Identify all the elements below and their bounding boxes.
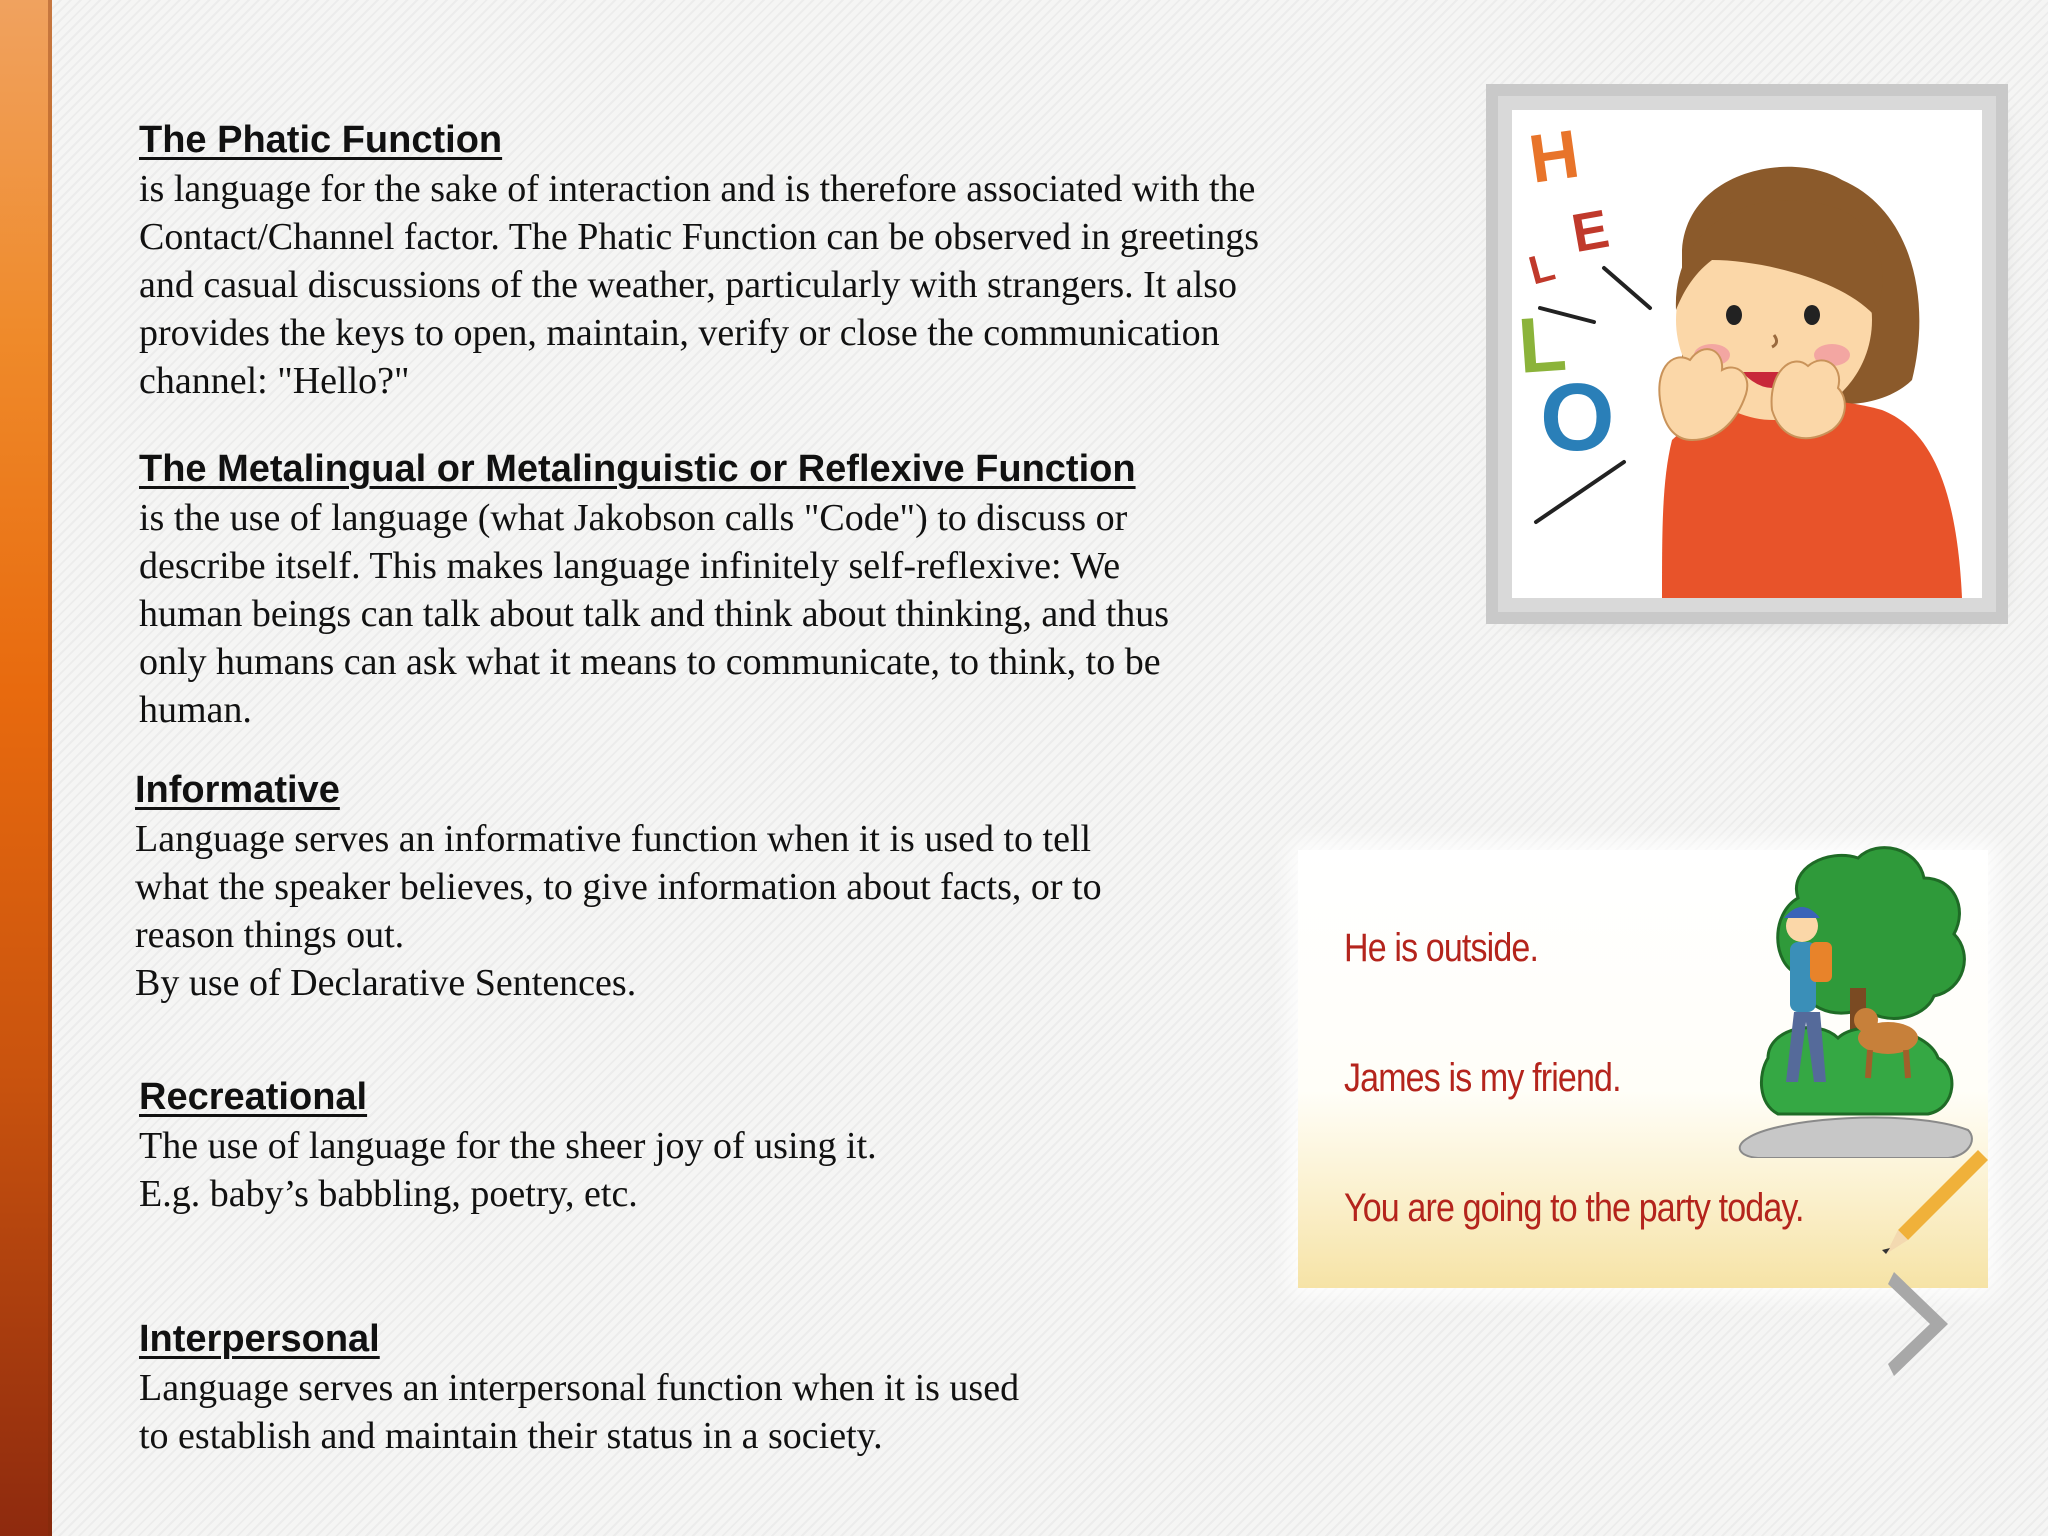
pencil-icon bbox=[1878, 1150, 1988, 1260]
section-heading: Informative bbox=[135, 769, 340, 811]
hello-girl-drawing bbox=[1512, 110, 1982, 598]
hello-letter-l2: L bbox=[1515, 298, 1569, 390]
section-informative bbox=[135, 765, 1335, 1007]
body-line: human. bbox=[139, 689, 252, 731]
section-body bbox=[135, 815, 1335, 1007]
accent-side-bar bbox=[0, 0, 52, 1536]
section-phatic bbox=[139, 115, 1439, 405]
section-heading: Interpersonal bbox=[139, 1318, 380, 1360]
body-line: what the speaker believes, to give information about facts, or to bbox=[135, 866, 1102, 908]
section-body bbox=[139, 1122, 1239, 1218]
body-line: to establish and maintain their status in a society. bbox=[139, 1415, 883, 1457]
body-line: E.g. baby’s babbling, poetry, etc. bbox=[139, 1173, 638, 1215]
body-line: is language for the sake of interaction and is therefore associated with the bbox=[139, 168, 1256, 210]
body-line: By use of Declarative Sentences. bbox=[135, 962, 637, 1004]
body-line: channel: "Hello?" bbox=[139, 360, 410, 402]
section-body bbox=[139, 494, 1439, 734]
example-sentence: He is outside. bbox=[1344, 926, 1539, 970]
section-interpersonal bbox=[139, 1314, 1289, 1460]
hello-letter-h: H bbox=[1524, 115, 1584, 198]
chevron-right-icon[interactable] bbox=[1888, 1272, 1948, 1376]
section-metalingual bbox=[139, 444, 1439, 734]
hello-letter-l1: L bbox=[1524, 244, 1560, 294]
body-line: is the use of language (what Jakobson calls "Code") to discuss or bbox=[139, 497, 1128, 539]
example-sentence: You are going to the party today. bbox=[1344, 1186, 1804, 1230]
section-body bbox=[139, 1364, 1289, 1460]
section-heading: Recreational bbox=[139, 1076, 368, 1118]
body-line: Contact/Channel factor. The Phatic Function can be observed in greetings bbox=[139, 216, 1259, 258]
body-line: and casual discussions of the weather, particularly with strangers. It also bbox=[139, 264, 1238, 306]
example-sentence: James is my friend. bbox=[1344, 1056, 1621, 1100]
body-line: Language serves an informative function when it is used to tell bbox=[135, 818, 1092, 860]
declarative-sentences-card bbox=[1298, 850, 1988, 1288]
body-line: Language serves an interpersonal function when it is used bbox=[139, 1367, 1020, 1409]
section-heading: The Phatic Function bbox=[139, 119, 503, 161]
body-line: reason things out. bbox=[135, 914, 405, 956]
body-line: describe itself. This makes language infinitely self-reflexive: We bbox=[139, 545, 1121, 587]
body-line: only humans can ask what it means to communicate, to think, to be bbox=[139, 641, 1161, 683]
hello-letter-o: O bbox=[1540, 364, 1615, 471]
hiker-tree-illustration bbox=[1738, 838, 1988, 1158]
section-body bbox=[139, 165, 1439, 405]
body-line: human beings can talk about talk and think about thinking, and thus bbox=[139, 593, 1170, 635]
hello-girl-illustration bbox=[1512, 110, 1982, 598]
section-heading: The Metalingual or Metalinguistic or Reflexive Function bbox=[139, 448, 1136, 490]
section-recreational bbox=[139, 1072, 1239, 1218]
body-line: provides the keys to open, maintain, verify or close the communication bbox=[139, 312, 1220, 354]
body-line: The use of language for the sheer joy of using it. bbox=[139, 1125, 877, 1167]
hello-letter-e: E bbox=[1567, 198, 1614, 265]
